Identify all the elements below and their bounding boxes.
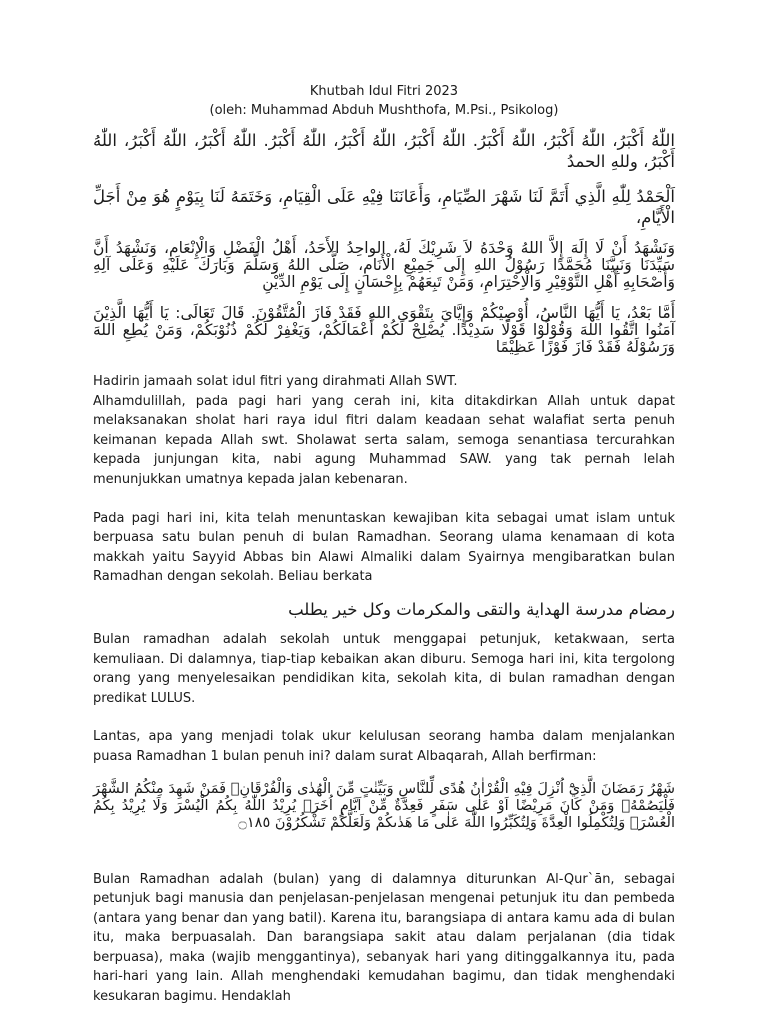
arabic-takbir: اللّٰهُ أَكْبَرُ، اللّٰهُ أَكْبَرُ، اللّٰهُ أَكْبَرُ. اللّٰهُ أَكْبَرُ، اللّٰهُ أَكْبَرُ، اللّٰهُ أَكْبَرُ. اللّٰهُ أَكْبَرُ، اللّٰهُ أَكْبَرُ، اللّٰهُ أَكْبَرُ، وللهِ الحمدُ — [93, 131, 675, 171]
paragraph-opening: Alhamdulillah, pada pagi hari yang cerah ini, kita ditakdirkan Allah untuk dapat melaksanakan sholat hari raya idul fitri dalam keadaan sehat walafiat serta penuh keimanan kepada Allah swt. Sholawat serta salam, semoga senantiasa tercurahkan kepada junjungan kita, nabi agung Muhammad SAW. yang tak pernah lelah menunjukkan umatnya kepada jalan kebenaran. — [93, 393, 675, 487]
paragraph-greeting: Hadirin jamaah solat idul fitri yang dirahmati Allah SWT. — [93, 374, 458, 389]
document-page — [93, 82, 675, 1007]
doc-title: Khutbah Idul Fitri 2023 — [309, 84, 459, 99]
arabic-verse-albaqarah-185: شَهْرُ رَمَضَانَ الَّذِيْٓ اُنْزِلَ فِيْهِ الْقُرْاٰنُ هُدًى لِّلنَّاسِ وَبَيِّنٰتٍ مِّنَ الْهُدٰى وَالْفُرْقَانِۚ فَمَنْ شَهِدَ مِنْكُمُ الشَّهْرَ فَلْيَصُمْهُۗ وَمَنْ كَانَ مَرِيْضًا اَوْ عَلٰى سَفَرٍ فَعِدَّةٌ مِّنْ اَيَّامٍ اُخَرَۗ يُرِيْدُ اللّٰهُ بِكُمُ الْيُسْرَ وَلَا يُرِيْدُ بِكُمُ الْعُسْرَۖ وَلِتُكْمِلُوا الْعِدَّةَ وَلِتُكَبِّرُوا اللّٰهَ عَلٰى مَا هَدٰىكُمْ وَلَعَلَّكُمْ تَشْكُرُوْنَ ۝١٨٥ — [93, 780, 675, 831]
paragraph-ramadhan-school: Pada pagi hari ini, kita telah menuntaskan kewajiban kita sebagai umat islam untuk berpuasa satu bulan penuh di bulan Ramadhan. Seorang ulama kenamaan di kota makkah yaitu Sayyid Abbas bin Alawi Almaliki dalam Syairnya mengibaratkan bulan Ramadhan dengan sekolah. Beliau berkata — [93, 510, 675, 585]
paragraph-syair-meaning: Bulan ramadhan adalah sekolah untuk menggapai petunjuk, ketakwaan, serta kemuliaan. Di dalamnya, tiap-tiap kebaikan akan diburu. Semoga hari ini, kita tergolong orang yang menyelesaikan pendidikan kita, sekolah kita, di bulan ramadhan dengan predikat LULUS. — [93, 631, 675, 706]
paragraph-question: Lantas, apa yang menjadi tolak ukur kelulusan seorang hamba dalam menjalankan puasa Ramadhan 1 bulan penuh ini? dalam surat Albaqarah, Allah berfirman: — [93, 729, 675, 764]
arabic-hamdalah: اَلْحَمْدُ لِلّٰهِ الَّذِي أَتَمَّ لَنَا شَهْرَ الصِّيَامِ، وَأَعَانَنَا فِيْهِ عَلَى الْقِيَامِ، وَخَتَمَهُ لَنَا بِيَوْمٍ هُوَ مِنْ أَجَلِّ الْأَيَّامِ، — [93, 187, 675, 227]
arabic-syahadat: وَنَشْهَدُ أَنْ لَا إِلَهَ إِلاَّ اللهُ وَحْدَهُ لاَ شَرِيْكَ لَهُ، الواحِدُ الأَحَدُ، أَهْلُ الْفَضْلِ وَالْإِنْعَامِ، وَنَشْهَدُ أَنَّ سَيِّدَنَا وَنَبِيَّنَا مُحَمَّدًا رَسُوْلُ اللهِ إِلَى جَمِيْعِ الْأَنَامِ، صَلَّى اللهُ وَسَلَّمَ وَبَارَكَ عَلَيْهِ وَعَلَى آلِهِ وَأَصْحَابِهِ أَهْلِ التَّوْقِيْرِ وَالْاِحْتِرَامِ، وَمَنْ تَبِعَهُمْ بِإِحْسَانٍ إِلَى يَوْمِ الدِّيْنِ — [93, 239, 675, 291]
arabic-wasiat: أَمَّا بَعْدُ، يَا أَيُّهَا النَّاسُ، أُوْصِيْكُمْ وَإِيَّايَ بِتَقْوَى اللهِ فَقَدْ فَازَ الْمُتَّقُوْنَ. قَالَ تَعَالَى: يَا أَيُّهَا الَّذِيْنَ آمَنُوا اتَّقُوا اللهَ وَقُوْلُوْا قَوْلًا سَدِيْدًا. يُصْلِحْ لَكُمْ أَعْمَالَكُمْ، وَيَغْفِرْ لَكُمْ ذُنُوْبَكُمْ، وَمَنْ يُطِعِ اللهَ وَرَسُوْلَهُ فَقَدْ فَازَ فَوْزًا عَظِيْمًا — [93, 304, 675, 356]
doc-subtitle: (oleh: Muhammad Abduh Mushthofa, M.Psi., Psikolog) — [209, 103, 559, 118]
arabic-syair: رمضام مدرسة الهداية والتقى والمكرمات وكل خير يطلب — [288, 599, 675, 619]
paragraph-verse-translation: Bulan Ramadhan adalah (bulan) yang di dalamnya diturunkan Al-Qur`ān, sebagai petunjuk bagi manusia dan penjelasan-penjelasan mengenai petunjuk itu dan pembeda (antara yang benar dan yang batil). Karena itu, barangsiapa di antara kamu ada di bulan itu, maka berpuasalah. Dan barangsiapa sakit atau dalam perjalanan (dia tidak berpuasa), maka (wajib menggantinya), sebanyak hari yang ditinggalkannya itu, pada hari-hari yang lain. Allah menghendaki kemudahan bagimu, dan tidak menghendaki kesukaran bagimu. Hendaklah — [93, 871, 675, 1005]
